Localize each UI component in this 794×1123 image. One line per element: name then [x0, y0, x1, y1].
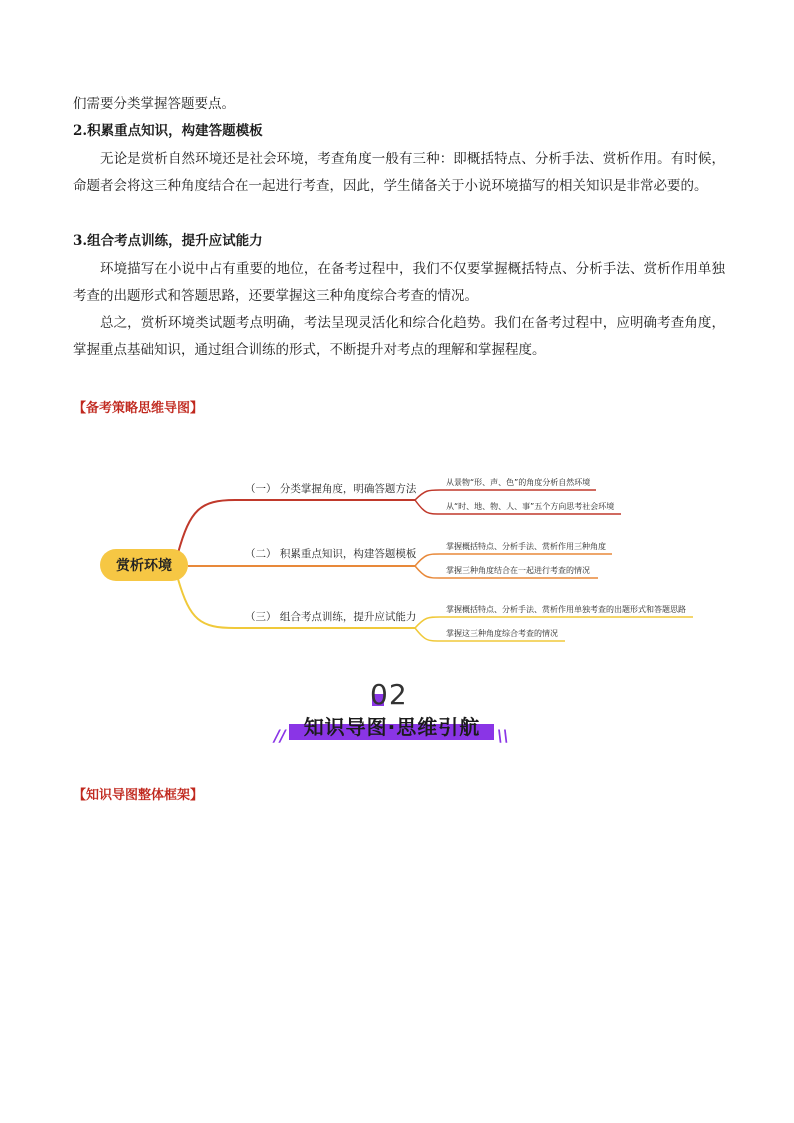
section-label-strategy: 【备考策略思维导图】: [73, 401, 204, 416]
leaf-label-2b: 掌握三种角度结合在一起进行考查的情况: [446, 566, 590, 575]
banner-title: 知识导图·思维引航: [303, 715, 481, 739]
banner-number: 02: [370, 678, 408, 711]
banner-right-slashes: \\: [497, 726, 509, 745]
text-continuation: 们需要分类掌握答题要点。: [73, 96, 235, 112]
leaf-line-3a: [415, 617, 693, 628]
mindmap: [0, 440, 794, 660]
heading-3: 3.组合考点训练，提升应试能力: [73, 233, 263, 249]
branch-label-1: （一） 分类掌握角度，明确答题方法: [245, 483, 417, 495]
paragraph-3: 环境描写在小说中占有重要的地位，在备考过程中，我们不仅要掌握概括特点、分析手法、赏析作用单独考查的出题形式和答题思路，还要掌握这三种角度综合考查的情况。: [73, 261, 725, 304]
branch-label-3: （三） 组合考点训练，提升应试能力: [245, 611, 417, 623]
leaf-label-3a: 掌握概括特点、分析手法、赏析作用单独考查的出题形式和答题思路: [446, 605, 686, 614]
leaf-line-2a: [415, 554, 612, 566]
leaf-line-1a: [415, 490, 596, 500]
section-label-framework: 【知识导图整体框架】: [73, 788, 204, 803]
heading-2: 2.积累重点知识，构建答题模板: [73, 123, 263, 139]
branch-label-2: （二） 积累重点知识，构建答题模板: [245, 548, 417, 560]
leaf-label-1a: 从景物“形、声、色”的角度分析自然环境: [446, 478, 591, 487]
leaf-label-1b: 从“时、地、物、人、事”五个方向思考社会环境: [446, 502, 615, 511]
leaf-label-2a: 掌握概括特点、分析手法、赏析作用三种角度: [446, 542, 606, 551]
branch-line-1: [178, 500, 415, 553]
mindmap-root-label: 赏析环境: [116, 558, 172, 574]
paragraph-4: 总之，赏析环境类试题考点明确，考法呈现灵活化和综合化趋势。我们在备考过程中，应明确考查角度，掌握重点基础知识，通过组合训练的形式，不断提升对考点的理解和掌握程度。: [73, 315, 725, 358]
banner-left-slashes: //: [274, 726, 286, 745]
paragraph-2: 无论是赏析自然环境还是社会环境，考查角度一般有三种：即概括特点、分析手法、赏析作用。有时候，命题者会将这三种角度结合在一起进行考查，因此，学生储备关于小说环境描写的相关知识是非常必要的。: [73, 151, 725, 194]
leaf-label-3b: 掌握这三种角度综合考查的情况: [446, 629, 558, 638]
